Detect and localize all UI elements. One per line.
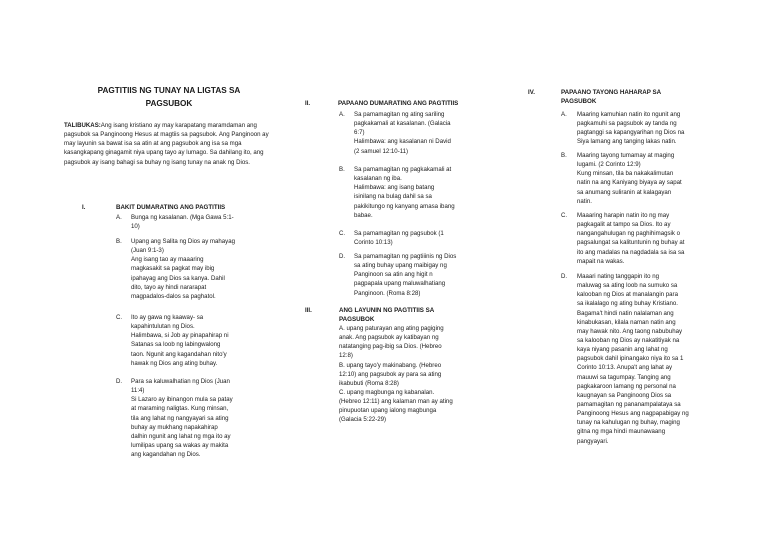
- section-1-numeral: I.: [82, 204, 86, 211]
- section-4-item-a: [577, 110, 717, 147]
- text-line: ipahayag ang Dios sa kanya. Dahil: [131, 274, 225, 282]
- text-line: tunay na kahulugan ng buhay, maging: [577, 419, 680, 427]
- text-line: pakikitungo ng kanyang amasa ibang: [354, 202, 455, 210]
- section-4-letter-b: B.: [561, 152, 567, 159]
- text-line: Panginoon sa atin ang higit n: [354, 271, 433, 279]
- section-4-item-c: [577, 211, 717, 266]
- text-line: pagpapala upang maluwalhatiang: [354, 280, 446, 288]
- text-line: Sa pamamagitan ng pagkakamali at: [354, 166, 452, 173]
- intro-paragraph: [64, 121, 276, 167]
- text-line: Satanas sa loob ng labingwalong: [131, 341, 221, 349]
- text-line: (Juan 9:1-3): [131, 247, 164, 255]
- text-line: sa anumang suliranin at kalagayan: [577, 188, 672, 196]
- text-line: Para sa kaluwalhatian ng Dios (Juan: [131, 378, 230, 385]
- text-line: ang kagandahan ng Dios.: [131, 451, 201, 459]
- text-line: Corinto 10:13. Anupa't ang lahat ay: [577, 364, 673, 372]
- text-line: sa ating buhay upang maibigay ng: [354, 262, 447, 270]
- section-2-heading: PAPAANO DUMARATING ANG PAGTITIIS: [338, 100, 459, 107]
- text-line: nangangahulugan ng paghihimagsik o: [577, 230, 681, 238]
- text-line: B. upang tayo'y makinabang. (Hebreo: [339, 361, 442, 369]
- text-line: kaya niyang pasanin ang lahat ng: [577, 346, 668, 354]
- document-title: [64, 85, 274, 110]
- text-line: Halimbawa: ang kasalanan ni David: [354, 138, 451, 146]
- text-line: isinilang na bulag dahil sa sa: [354, 193, 432, 201]
- text-line: pagsalungat sa kalituntunin ng buhay at: [577, 239, 685, 247]
- section-4-heading-line-2: PAGSUBOK: [561, 98, 597, 106]
- text-line: natin na ang Kaniyang biyaya ay sapat: [577, 179, 682, 187]
- text-line: lugami. (2 Corinto 12:9): [577, 161, 641, 169]
- section-4-item-d: [577, 272, 722, 446]
- section-2-item-b: [354, 165, 494, 220]
- text-line: pagkakaroon lamang ng personal na: [577, 382, 676, 390]
- section-4-letter-c: C.: [561, 212, 568, 219]
- text-line: pagtanggi sa kapangyarihan ng Dios na: [577, 129, 685, 137]
- text-line: pagkakamali at kasalanan. (Galacia: [354, 120, 451, 128]
- text-line: Bunga ng kasalanan. (Mga Gawa 5:1-: [131, 214, 234, 221]
- text-line: lumilipas upang sa wakas ay makita: [131, 441, 229, 449]
- section-3-heading-line-1: ANG LAYUNIN NG PAGTITIIS SA: [339, 307, 435, 314]
- text-line: natatanging pag-ibig sa Dios. (Hebreo: [339, 343, 442, 351]
- text-line: pagkagalit at tampo sa Dios. Ito ay: [577, 221, 671, 229]
- text-line: babae.: [354, 211, 373, 219]
- text-line: ikabubuti (Roma 8:28): [339, 379, 399, 387]
- text-line: Ito ay gawa ng kaaway- sa: [131, 314, 204, 321]
- text-line: taon. Ngunit ang kagandahan nito'y: [131, 350, 227, 358]
- text-line: Maaaring harapin natin ito ng may: [577, 212, 670, 219]
- text-line: 12:10) ang pagsubok ay para sa ating: [339, 370, 442, 378]
- section-2-letter-a: A.: [339, 111, 345, 118]
- text-line: (Hebreo 12:11) ang kalaman man ay ating: [339, 398, 453, 406]
- text-line: pamamagitan ng pananampalataya sa: [577, 400, 681, 408]
- text-line: mauuwi sa tagumpay. Tanging ang: [577, 373, 671, 381]
- text-line: maluwag sa ating loob na sumuko sa: [577, 282, 678, 290]
- intro-label: TALIBUKAS:: [64, 122, 101, 129]
- text-line: sa ikalalago ng ating buhay Kristiano.: [577, 300, 678, 308]
- title-line-2: PAGSUBOK: [145, 98, 193, 108]
- text-line: Upang ang Salita ng Dios ay mahayag: [131, 238, 235, 245]
- text-line: tila ang lahat ng nangyayari sa ating: [131, 414, 229, 422]
- text-line: Ang isang tao ay maaaring: [131, 256, 204, 264]
- section-2-numeral: II.: [305, 100, 311, 107]
- text-line: pagsubok dahil ipinangako niya ito sa 1: [577, 355, 684, 363]
- section-4-heading: [561, 88, 661, 107]
- text-line: Corinto 10:13): [354, 239, 393, 247]
- text-line: magkasakit sa pagkat may ibig: [131, 265, 215, 273]
- text-line: kapahintulutan ng Dios.: [131, 323, 195, 331]
- section-4-numeral: IV.: [528, 89, 535, 96]
- text-line: dito, tayo ay hindi nararapat: [131, 283, 207, 291]
- text-line: C. upang magbunga ng kabanalan.: [339, 388, 435, 396]
- intro-text: Ang isang kristiano ay may karapatang maramdaman ang pagsubok sa Panginoong Hesus at magtiis sa pagsubok. Ang Panginoon ay may layunin sa bawat isa sa atin at ang pagsubok ang isa sa mga kasangkapang ginagamit niya upang tayo ay lumago. Sa dahilang ito, ang pagsubok ay isang bahagi sa buhay ng isang tunay na anak ng Dios.: [64, 122, 269, 166]
- section-3-body: [339, 324, 499, 425]
- text-line: pinupuotan upang ialong magbunga: [339, 407, 437, 415]
- text-line: kaugnayan sa Panginoong Dios sa: [577, 391, 672, 399]
- text-line: gitna ng mga hindi maunawaang: [577, 428, 666, 436]
- text-line: A. upang paturayan ang ating pagiging: [339, 325, 444, 332]
- text-line: natin.: [577, 197, 592, 205]
- text-line: dalhin ngunit ang lahat ng mga ito ay: [131, 432, 231, 440]
- text-line: hawak ng Dios ang ating buhay.: [131, 359, 218, 367]
- text-line: mapait na wakas.: [577, 257, 625, 265]
- section-4-letter-a: A.: [561, 111, 567, 118]
- section-1-letter-d: D.: [116, 378, 123, 385]
- text-line: Si Lazaro ay ibinangon mula sa patay: [131, 396, 233, 404]
- text-line: (Galacia 5:22-29): [339, 416, 387, 424]
- text-line: Halimbawa: ang isang batang: [354, 184, 435, 192]
- text-line: Bagama't hindi natin nalalaman ang: [577, 309, 674, 317]
- section-4-letter-d: D.: [561, 273, 568, 280]
- section-2-item-d: [354, 252, 494, 298]
- text-line: anak. Ang pagsubok ay katibayan ng: [339, 334, 439, 342]
- text-line: 12:8): [339, 352, 353, 360]
- text-line: Maaring tayong tumamay at maging: [577, 152, 675, 159]
- section-1-item-a: [131, 213, 271, 231]
- section-2-item-c: [354, 229, 494, 247]
- text-line: magpadalos-dalos sa paghatol.: [131, 292, 216, 300]
- text-line: kasalanan ng iba.: [354, 175, 402, 183]
- section-2-letter-b: B.: [339, 166, 345, 173]
- text-line: kinabukasan, kilala naman natin ang: [577, 318, 676, 326]
- section-1-item-c: [131, 313, 271, 368]
- section-2-letter-d: D.: [339, 253, 346, 260]
- section-1-heading: BAKIT DUMARATING ANG PAGTITIIS: [116, 204, 226, 211]
- text-line: ito ang madalas na nagdadala sa isa sa: [577, 248, 685, 256]
- section-4-heading-line-1: PAPAANO TAYONG HAHARAP SA: [561, 89, 662, 96]
- text-line: Maaari nating tanggapin ito ng: [577, 273, 659, 280]
- section-1-letter-c: C.: [116, 314, 123, 321]
- text-line: Kung minsan, tila ba nakakalimutan: [577, 170, 674, 178]
- text-line: may hawak nito. Ang taong nabubuhay: [577, 327, 683, 335]
- text-line: sa kalooban ng Dios ay nakatitiyak na: [577, 336, 680, 344]
- text-line: Siya lamang ang tanging lakas natin.: [577, 138, 677, 146]
- text-line: Halimbawa, si Job ay pinapahirap ni: [131, 332, 229, 340]
- text-line: Sa pamamagitan ng pagtiiinis ng Dios: [354, 253, 457, 260]
- section-1-letter-a: A.: [116, 214, 122, 221]
- text-line: at maraming naligtas. Kung minsan,: [131, 405, 229, 413]
- text-line: 11:4): [131, 387, 145, 395]
- text-line: Panginoong Hesus ang nagpapabigay ng: [577, 410, 689, 418]
- text-line: (2 samuel 12:10-11): [354, 147, 409, 155]
- title-line-1: PAGTITIIS NG TUNAY NA LIGTAS SA: [97, 86, 241, 95]
- text-line: Sa pamamagitan ng ating sariling: [354, 111, 445, 118]
- text-line: buhay ay mukhang napakahirap: [131, 423, 218, 431]
- section-4-item-b: [577, 151, 717, 206]
- section-3-heading-line-2: PAGSUBOK: [339, 316, 375, 324]
- section-1-letter-b: B.: [116, 238, 122, 245]
- text-line: Sa pamamagitan ng pagsubok (1: [354, 230, 444, 237]
- section-2-item-a: [354, 110, 494, 156]
- text-line: 10): [131, 223, 140, 231]
- text-line: Maaring kamuhian natin ito ngunit ang: [577, 111, 681, 118]
- section-1-item-b: [131, 237, 271, 301]
- text-line: 6:7): [354, 129, 365, 137]
- text-line: pagkamuhi sa pagsubok ay tanda ng: [577, 120, 677, 128]
- text-line: Panginoon. (Roma 8:28): [354, 289, 421, 297]
- section-3-numeral: III.: [305, 307, 312, 314]
- section-3-heading: [339, 306, 434, 325]
- text-line: pangyayari.: [577, 437, 609, 445]
- section-2-letter-c: C.: [339, 230, 346, 237]
- section-1-item-d: [131, 377, 271, 459]
- text-line: kalooban ng Dios at manalangin para: [577, 291, 678, 299]
